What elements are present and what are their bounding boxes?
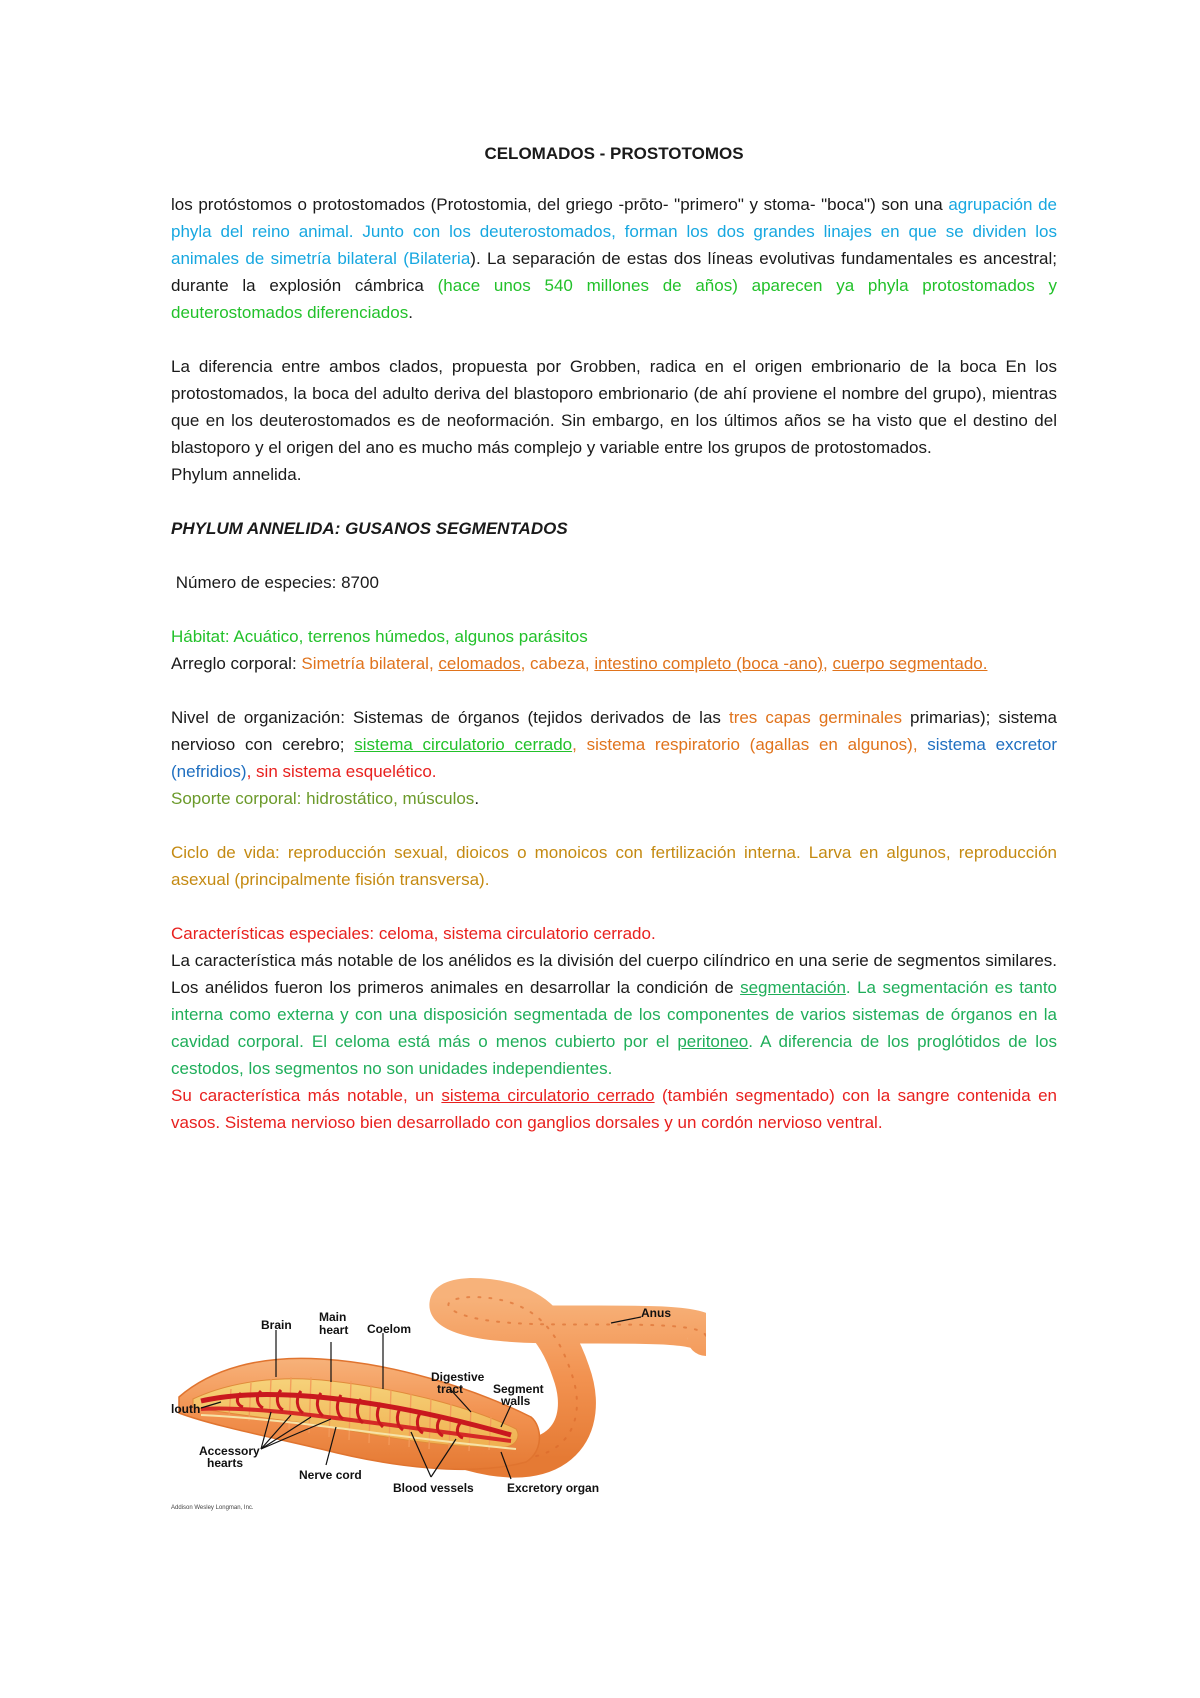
special-text-2: . La segmentación es tanto interna como externa y con una disposición segmentada de los componentes de varios sistemas de órganos en la cavidad corporal. El celoma está más o menos cubierto por el [171,978,1058,1051]
circulatory-link[interactable]: sistema circulatorio cerrado [441,1086,655,1105]
org-germ-layers: tres capas germinales [728,708,902,727]
annelid-anatomy-figure [171,1277,706,1524]
label-accessory-2: hearts [207,1456,244,1470]
org-circulatory-link[interactable]: sistema circulatorio cerrado [354,735,573,754]
org-excretory: sistema excretor (nefridios) [171,735,1057,781]
org-text-2: primarias); sistema nervioso con cerebro; [171,708,1057,754]
section-subtitle: PHYLUM ANNELIDA: GUSANOS SEGMENTADOS [171,519,568,538]
intro-text-4: (hace unos 540 millones de años) aparecen ya phyla protostomados y deuterostomados diferenciados [171,276,1057,322]
body-plan-intestine-link[interactable]: intestino completo (boca -ano) [594,654,824,673]
intro-text-5: . [408,303,413,322]
origin-paragraph: La diferencia entre ambos clados, propuesta por Grobben, radica en el origen embrionario de la boca En los protostomados, la boca del adulto deriva del blastoporo embrionario (de ahí proviene el nombre del grupo), mientras que en los deuterostomados es de neoformación. Sin embargo, en los últimos años se ha visto que el destino del blastoporo y el origen del ano es mucho más complejo y variable entre los grupos de protostomados. [171,357,1057,457]
label-nerve-cord: Nerve cord [299,1468,362,1482]
label-digestive-2: tract [437,1382,464,1396]
intro-text-3: ). La separación de estas dos líneas evolutivas fundamentales es ancestral; durante la explosión cámbrica [171,249,1057,295]
segmentation-link[interactable]: segmentación [740,978,846,997]
special-paragraph-2 [171,1082,1057,1136]
organization-paragraph [171,704,1057,785]
special-text-4: Su característica más notable, un [171,1086,442,1105]
body-plan-sep: , [823,654,833,673]
special-paragraph-1 [171,947,1057,1082]
intro-text-2: agrupación de phyla del reino animal. Junto con los deuterostomados, forman los dos grandes linajes en que se dividen los animales de simetría bilateral (Bilateria [171,195,1057,268]
label-segment-1: Segment [493,1382,544,1396]
label-excretory: Excretory organ [507,1481,600,1495]
special-text-3: . A diferencia de los proglótidos de los cestodos, los segmentos no son unidades independientes. [171,1032,1058,1078]
org-respiratory: , sistema respiratorio (agallas en algunos), [572,735,928,754]
special-heading: Características especiales: celoma, sistema circulatorio cerrado. [171,924,656,943]
org-skeletal: , sin sistema esquelético. [246,762,437,781]
annelid-anatomy-illustration [171,1277,706,1524]
org-text-1: Nivel de organización: Sistemas de órganos (tejidos derivados de las [171,708,729,727]
support-text: Soporte corporal: hidrostático, músculos [171,789,475,808]
body-plan-symmetry: Simetría bilateral, [301,654,439,673]
support-line [171,785,1057,812]
document-body [171,140,1057,1136]
support-end: . [474,789,480,808]
label-segment-2: walls [501,1394,531,1408]
label-mouth: louth [171,1402,201,1416]
habitat-line: Hábitat: Acuático, terrenos húmedos, algunos parásitos [171,627,588,646]
life-cycle-paragraph: Ciclo de vida: reproducción sexual, dioicos o monoicos con fertilización interna. Larva en algunos, reproducción asexual (principalmente fisión transversa). [171,843,1057,889]
body-plan-line [171,650,1057,677]
label-anus: Anus [641,1306,671,1320]
label-brain: Brain [261,1318,292,1332]
label-digestive-1: Digestive [431,1370,485,1384]
label-blood-vessels: Blood vessels [393,1481,474,1495]
body-plan-segmented-link[interactable]: cuerpo segmentado. [832,654,988,673]
special-text-5: (también segmentado) con la sangre contenida en vasos. Sistema nervioso bien desarrollado con ganglios dorsales y un cordón nervioso ventral. [171,1086,1057,1132]
body-plan-head: , cabeza, [520,654,595,673]
body-plan-celomados-link[interactable]: celomados [438,654,521,673]
phylum-line: Phylum annelida. [171,465,302,484]
special-text-1: La característica más notable de los anélidos es la división del cuerpo cilíndrico en una serie de segmentos similares. Los anélidos fueron los primeros animales en desarrollar la condición de [171,951,1057,997]
label-coelom: Coelom [367,1322,412,1336]
figure-credit: Addison Wesley Longman, Inc. [171,1505,254,1511]
label-main-heart-1: Main [319,1310,347,1324]
body-plan-label: Arreglo corporal: [171,654,302,673]
label-main-heart-2: heart [319,1323,349,1337]
intro-paragraph [171,191,1057,326]
label-accessory-1: Accessory [199,1444,260,1458]
peritoneo-link[interactable]: peritoneo [677,1032,749,1051]
species-count: Número de especies: 8700 [171,573,379,592]
intro-text-1: los protóstomos o protostomados (Protostomia, del griego -prōto- "primero" y stoma- "boca") son una [171,195,949,214]
document-title: CELOMADOS - PROSTOTOMOS [484,144,744,163]
